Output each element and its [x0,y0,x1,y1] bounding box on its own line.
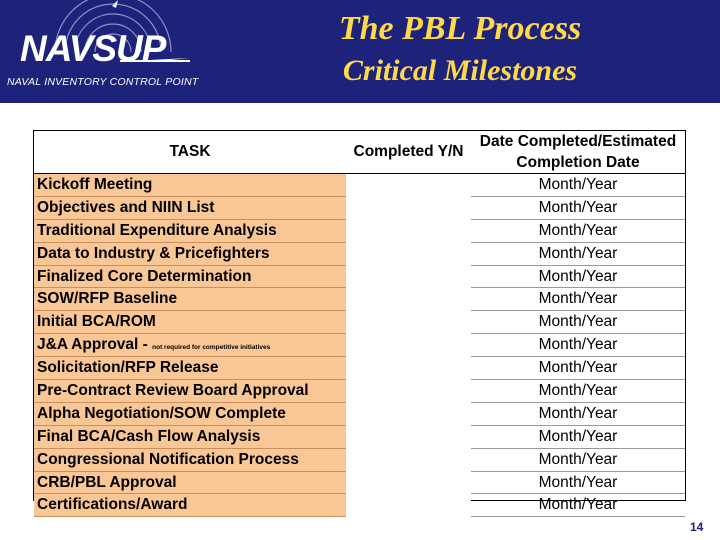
table-row [34,402,685,425]
task-label: Final BCA/Cash Flow Analysis [37,427,261,445]
completed-cell [346,265,471,288]
table-row [34,174,685,197]
completed-cell [346,334,471,357]
milestones-table [33,130,686,514]
table-header-row [34,131,685,174]
table-row [34,380,685,403]
date-cell: Month/Year [471,494,685,517]
header-task: TASK [34,131,346,174]
task-label: CRB/PBL Approval [37,473,177,491]
task-label: Pre-Contract Review Board Approval [37,381,309,399]
task-cell [34,311,346,334]
page-number: 14 [690,520,704,534]
table-row [34,288,685,311]
completed-cell [346,357,471,380]
table-row [34,311,685,334]
logo-wordmark: NAVSUP [20,28,166,69]
task-label: J&A Approval - [37,336,153,354]
date-cell: Month/Year [471,425,685,448]
header-date [471,131,685,174]
table-row [34,448,685,471]
completed-cell [346,380,471,403]
date-cell: Month/Year [471,334,685,357]
date-cell: Month/Year [471,471,685,494]
table-row [34,334,685,357]
task-cell [34,357,346,380]
completed-cell [346,174,471,197]
task-label: Alpha Negotiation/SOW Complete [37,404,286,422]
completed-cell [346,402,471,425]
table-row [34,357,685,380]
completed-cell [346,448,471,471]
task-cell [34,334,346,357]
date-cell: Month/Year [471,357,685,380]
logo-subtitle: NAVAL INVENTORY CONTROL POINT [7,76,199,88]
task-cell [34,425,346,448]
task-cell [34,380,346,403]
task-cell [34,174,346,197]
task-label: Initial BCA/ROM [37,313,156,331]
task-cell [34,494,346,517]
date-cell: Month/Year [471,242,685,265]
table-row [34,196,685,219]
task-label: Certifications/Award [37,496,188,514]
table-row [34,219,685,242]
task-cell [34,196,346,219]
header-date-line1: Date Completed/Estimated [479,133,677,150]
task-cell [34,402,346,425]
task-label: Kickoff Meeting [37,175,153,193]
task-cell [34,471,346,494]
task-label: Congressional Notification Process [37,450,299,468]
date-cell: Month/Year [471,265,685,288]
completed-cell [346,471,471,494]
table-row [34,265,685,288]
date-cell: Month/Year [471,380,685,403]
completed-cell [346,425,471,448]
task-cell [34,219,346,242]
task-cell [34,242,346,265]
slide-header [0,0,720,103]
task-label: Traditional Expenditure Analysis [37,221,277,239]
task-label: Data to Industry & Pricefighters [37,244,270,262]
header-completed: Completed Y/N [346,131,471,174]
table-row [34,242,685,265]
date-cell: Month/Year [471,196,685,219]
navsup-logo [0,0,250,103]
task-label: Objectives and NIIN List [37,198,215,216]
table-row [34,494,685,517]
date-cell: Month/Year [471,174,685,197]
task-label: Finalized Core Determination [37,267,252,285]
date-cell: Month/Year [471,402,685,425]
table-row [34,471,685,494]
header-date-line2: Completion Date [516,154,640,171]
task-cell [34,448,346,471]
completed-cell [346,219,471,242]
task-note: not required for competitive initiatives [152,344,271,352]
completed-cell [346,196,471,219]
task-cell [34,265,346,288]
completed-cell [346,311,471,334]
slide-subtitle: Critical Milestones [342,54,578,87]
date-cell: Month/Year [471,311,685,334]
task-cell [34,288,346,311]
task-label: SOW/RFP Baseline [37,290,178,308]
completed-cell [346,288,471,311]
date-cell: Month/Year [471,288,685,311]
completed-cell [346,494,471,517]
completed-cell [346,242,471,265]
slide-title: The PBL Process [338,10,582,47]
table-row [34,425,685,448]
task-label: Solicitation/RFP Release [37,359,219,377]
date-cell: Month/Year [471,448,685,471]
date-cell: Month/Year [471,219,685,242]
